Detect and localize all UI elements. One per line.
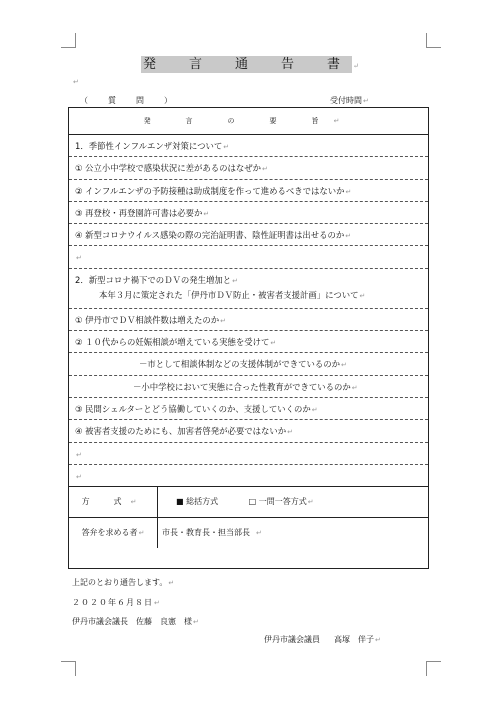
received-time-label: 受付時間↵: [330, 96, 369, 105]
method-option-summary[interactable]: ■ 総括方式: [176, 497, 219, 507]
sender: 伊丹市議会議員 高塚 伴子↵: [264, 635, 381, 644]
crop-mark-top-left: [61, 33, 76, 48]
method-row: [69, 487, 428, 518]
summary-header: 発 言 の 要 旨↵: [69, 108, 428, 135]
answerer-label: 答弁を求める者↵: [69, 518, 158, 548]
table-row: ④ 被害者支援のためにも、加害者啓発が必要ではないか↵: [69, 420, 428, 442]
table-row: 1．季節性インフルエンザ対策について↵: [69, 135, 428, 157]
table-row: ③ 民間シェルターとどう協働していくのか、支援していくのか↵: [69, 398, 428, 420]
table-row-empty: ↵: [69, 443, 428, 465]
sender-name: 高塚 伴子: [334, 635, 374, 644]
table-row: ② １０代からの妊娠相談が増えている実態を受けて↵: [69, 331, 428, 353]
table-row: ④ 新型コロナウイルス感染の際の完治証明書、陰性証明書は出せるのか↵: [69, 224, 428, 246]
table-row: －小中学校において実態に合った性教育ができているのか↵: [69, 376, 428, 398]
method-label: 方 式↵: [69, 487, 158, 517]
addressee: 伊丹市議会議長 佐藤 良憲 様↵: [72, 617, 199, 626]
answerer-row: [69, 518, 428, 548]
table-row-empty: ↵: [69, 246, 428, 268]
crop-mark-top-right: [426, 33, 441, 48]
crop-mark-bottom-right: [426, 661, 441, 676]
table-row: ② インフルエンザの予防接種は助成制度を作って進めるべきではないか↵: [69, 180, 428, 202]
notice-form-table: [68, 107, 429, 569]
sender-title: 伊丹市議会議員: [264, 635, 320, 644]
crop-mark-bottom-left: [61, 661, 76, 676]
method-option-one-by-one[interactable]: □ 一問一答方式: [248, 497, 307, 507]
notice-text: 上記のとおり通告します。↵: [72, 578, 175, 587]
question-label: （ 質 問 ）: [80, 96, 178, 105]
table-row: ① 伊丹市でＤＶ相談件数は増えたのか↵: [69, 309, 428, 331]
table-row: ③ 再登校・再登園許可書は必要か↵: [69, 202, 428, 224]
method-options: ■ 総括方式 □ 一問一答方式↵: [176, 497, 314, 507]
table-row: ① 公立小中学校で感染状況に差があるのはなぜか↵: [69, 157, 428, 179]
table-row: 2．新型コロナ禍下でのＤＶの発生増加と↵ 本年３月に策定された「伊丹市ＤＶ防止・被害者支援計画」について↵: [69, 269, 428, 309]
document-title: 発 言 通 告 書 ↵: [143, 57, 359, 72]
paragraph-mark: ↵: [73, 78, 79, 86]
notice-date: ２０２０年６月８日↵: [72, 598, 161, 607]
table-row-empty: ↵: [69, 465, 428, 487]
table-row: －市として相談体制などの支援体制ができているのか↵: [69, 353, 428, 375]
answerer-value: 市長・教育長・担当部長 ↵: [162, 528, 262, 538]
